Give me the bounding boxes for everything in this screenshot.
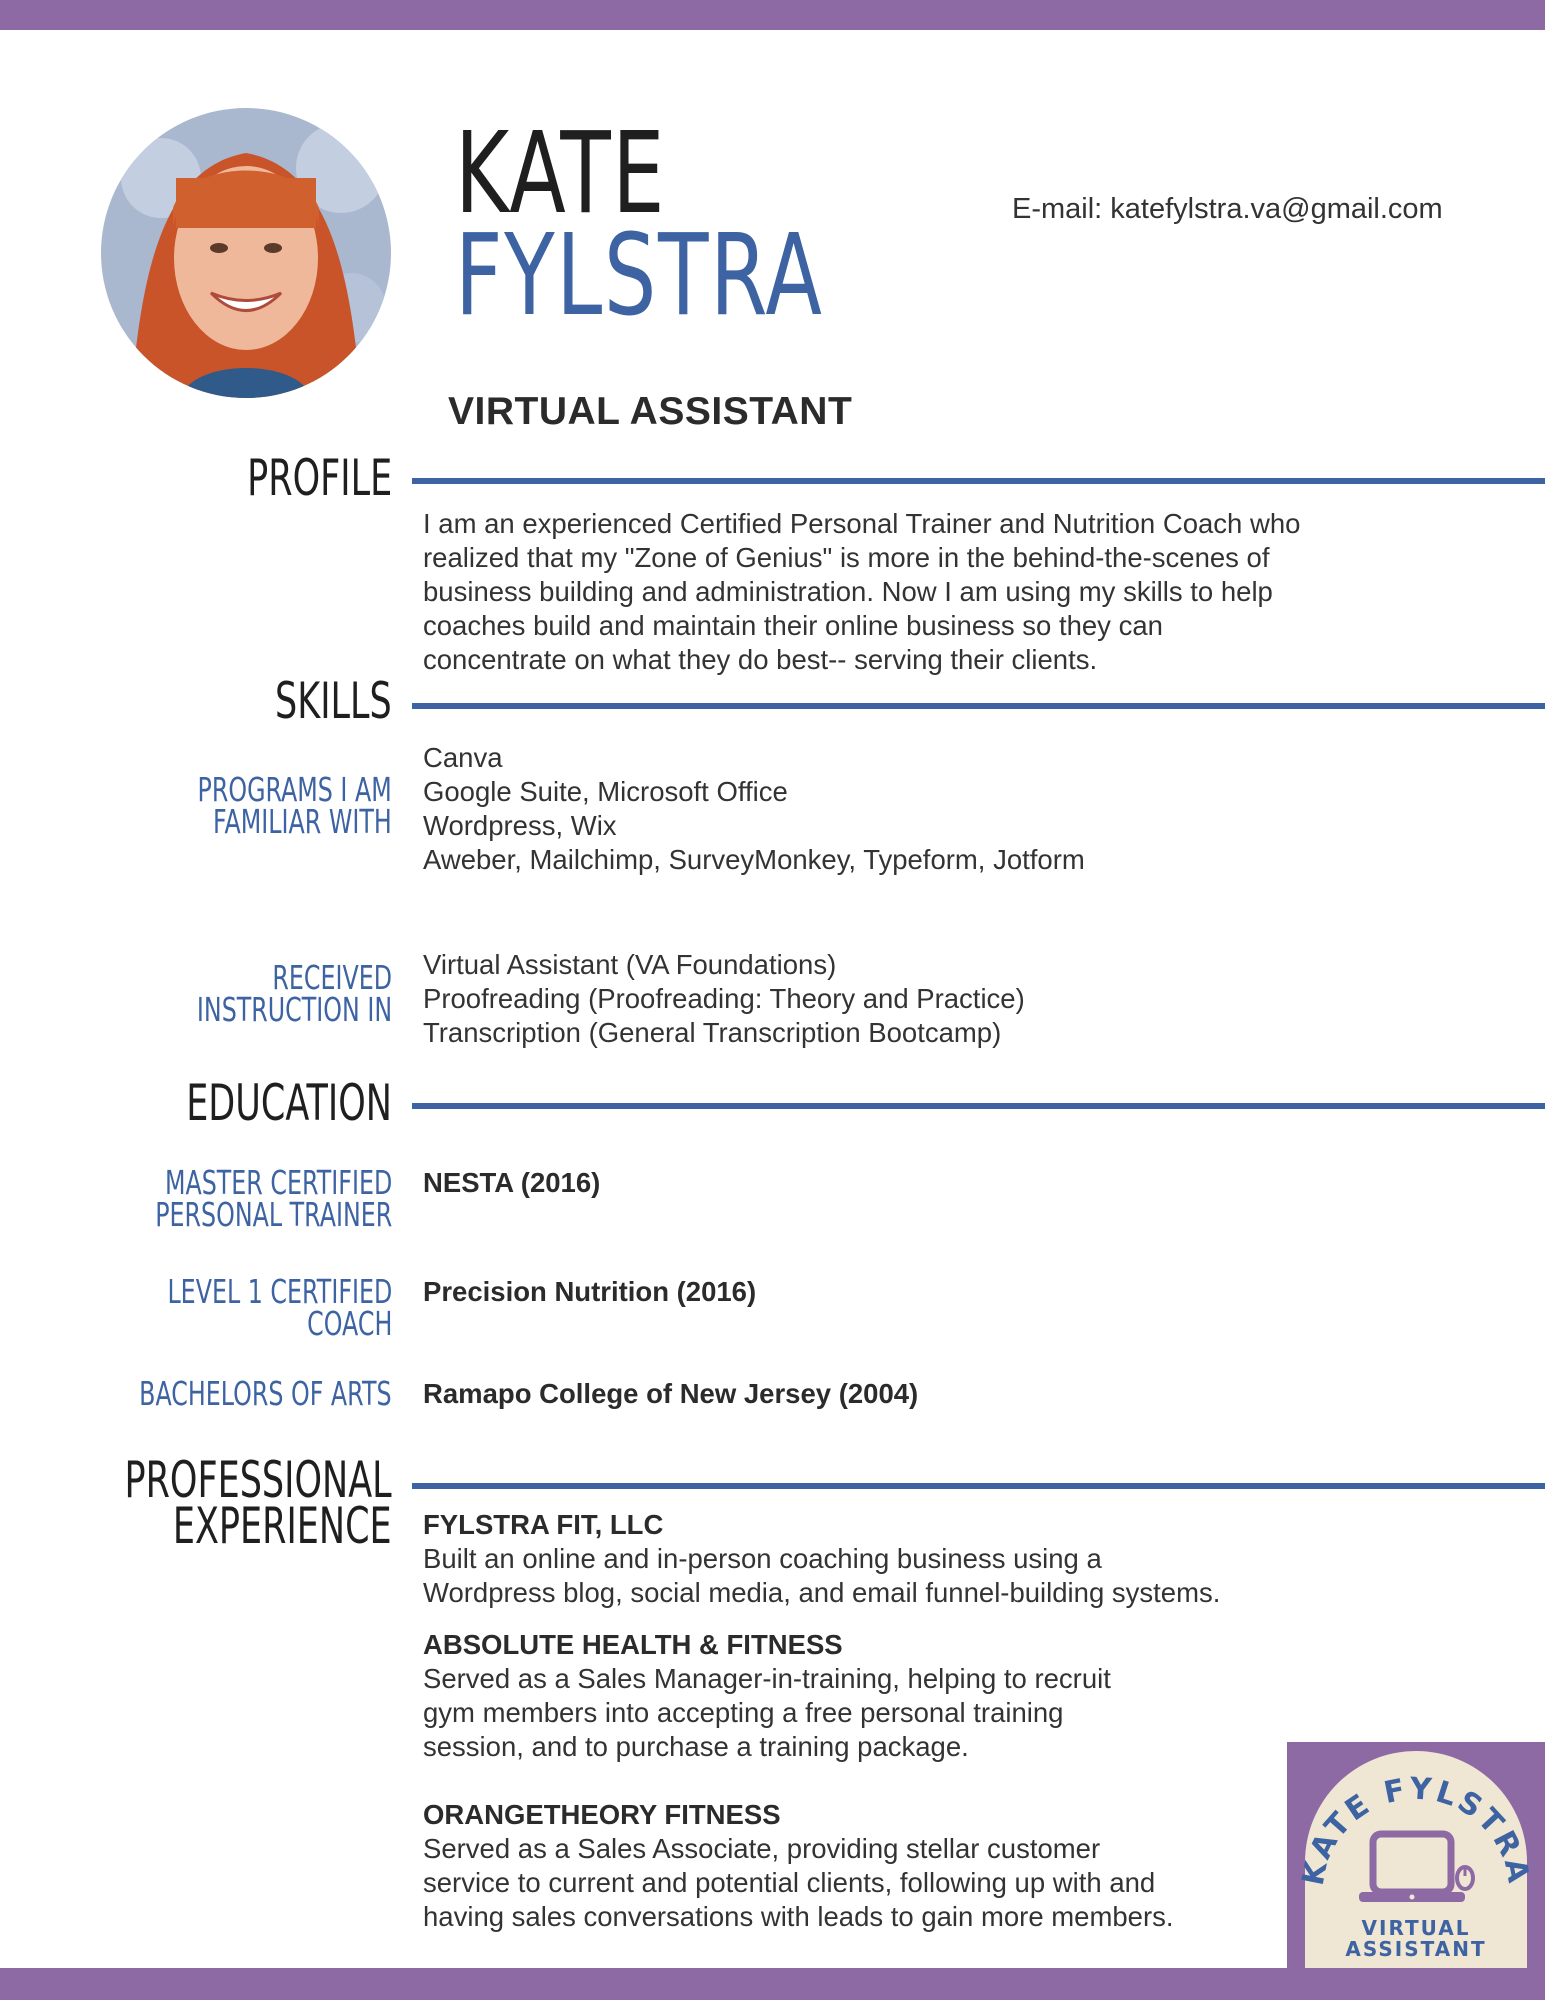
job-title: ORANGETHEORY FITNESS bbox=[423, 1799, 781, 1830]
profile-line: realized that my "Zone of Genius" is more in the behind-the-scenes of bbox=[423, 542, 1270, 573]
first-name: KATE bbox=[455, 109, 667, 239]
job-line: Served as a Sales Associate, providing stellar customer bbox=[423, 1833, 1101, 1864]
skills-heading: SKILLS bbox=[275, 672, 392, 730]
skills-rule bbox=[412, 703, 1545, 709]
job-line: having sales conversations with leads to gain more members. bbox=[423, 1901, 1174, 1932]
job-line: Built an online and in-person coaching business using a bbox=[423, 1543, 1102, 1574]
profile-line: coaches build and maintain their online business so they can bbox=[423, 610, 1163, 641]
job-line: gym members into accepting a free personal training bbox=[423, 1697, 1064, 1728]
profile-line: I am an experienced Certified Personal Trainer and Nutrition Coach who bbox=[423, 508, 1301, 539]
programs-label-line: FAMILIAR WITH bbox=[213, 802, 392, 841]
programs-label-line: PROGRAMS I AM bbox=[197, 770, 392, 809]
logo-line2: ASSISTANT bbox=[1345, 1937, 1487, 1961]
instruction-label-line: RECEIVED bbox=[272, 958, 392, 997]
brand-logo bbox=[1287, 1742, 1545, 1968]
programs-list bbox=[423, 741, 1085, 877]
program-item: Aweber, Mailchimp, SurveyMonkey, Typeform, Jotform bbox=[423, 844, 1085, 875]
bottom-band bbox=[0, 1968, 1545, 2000]
instruction-label-line: INSTRUCTION IN bbox=[196, 990, 392, 1029]
program-item: Wordpress, Wix bbox=[423, 810, 617, 841]
instruction-label bbox=[196, 958, 392, 1029]
education-label bbox=[154, 1163, 392, 1234]
education-label bbox=[139, 1374, 392, 1413]
job-entry bbox=[423, 1508, 1220, 1610]
profile-photo-illustration bbox=[101, 108, 391, 398]
program-item: Canva bbox=[423, 742, 503, 773]
experience-heading-line: EXPERIENCE bbox=[173, 1497, 392, 1555]
profile-rule bbox=[412, 478, 1545, 484]
job-line: service to current and potential clients, following up with and bbox=[423, 1867, 1156, 1898]
job-line: Wordpress blog, social media, and email funnel-building systems. bbox=[423, 1577, 1221, 1608]
logo-line1: VIRTUAL bbox=[1361, 1916, 1471, 1940]
profile-text bbox=[423, 507, 1300, 677]
job-line: session, and to purchase a training package. bbox=[423, 1731, 969, 1762]
program-item: Google Suite, Microsoft Office bbox=[423, 776, 788, 807]
profile-photo bbox=[101, 108, 391, 398]
experience-heading-line: PROFESSIONAL bbox=[124, 1451, 392, 1509]
education-value: Precision Nutrition (2016) bbox=[423, 1276, 757, 1307]
education-label-line: PERSONAL TRAINER bbox=[154, 1195, 392, 1234]
profile-heading: PROFILE bbox=[246, 449, 392, 507]
programs-label bbox=[197, 770, 392, 841]
job-entry bbox=[423, 1798, 1174, 1934]
job-role-title: VIRTUAL ASSISTANT bbox=[448, 390, 853, 433]
top-band bbox=[0, 0, 1545, 30]
education-label bbox=[167, 1272, 392, 1343]
instruction-item: Transcription (General Transcription Bootcamp) bbox=[423, 1017, 1002, 1048]
instruction-item: Proofreading (Proofreading: Theory and Practice) bbox=[423, 983, 1025, 1014]
instruction-item: Virtual Assistant (VA Foundations) bbox=[423, 949, 837, 980]
last-name: FYLSTRA bbox=[455, 211, 824, 341]
job-title: ABSOLUTE HEALTH & FITNESS bbox=[423, 1629, 843, 1660]
education-label-line: MASTER CERTIFIED bbox=[164, 1163, 392, 1202]
job-title: FYLSTRA FIT, LLC bbox=[423, 1509, 664, 1540]
profile-line: concentrate on what they do best-- serving their clients. bbox=[423, 644, 1098, 675]
experience-heading bbox=[124, 1451, 392, 1555]
education-heading: EDUCATION bbox=[186, 1074, 392, 1132]
brand-logo-graphic bbox=[1287, 1742, 1545, 1968]
profile-line: business building and administration. Now I am using my skills to help bbox=[423, 576, 1273, 607]
education-label-line: LEVEL 1 CERTIFIED bbox=[167, 1272, 392, 1311]
job-line: Served as a Sales Manager-in-training, helping to recruit bbox=[423, 1663, 1111, 1694]
education-value: NESTA (2016) bbox=[423, 1167, 601, 1198]
instruction-list bbox=[423, 948, 1025, 1050]
education-rule bbox=[412, 1103, 1545, 1109]
email-contact: E-mail: katefylstra.va@gmail.com bbox=[1012, 193, 1443, 225]
experience-rule bbox=[412, 1483, 1545, 1489]
education-label-line: BACHELORS OF ARTS bbox=[139, 1374, 392, 1413]
logo-arc-text: KATE FYLSTRA bbox=[1295, 1771, 1537, 1889]
education-label-line: COACH bbox=[306, 1304, 392, 1343]
job-entry bbox=[423, 1628, 1111, 1764]
education-value: Ramapo College of New Jersey (2004) bbox=[423, 1378, 919, 1409]
